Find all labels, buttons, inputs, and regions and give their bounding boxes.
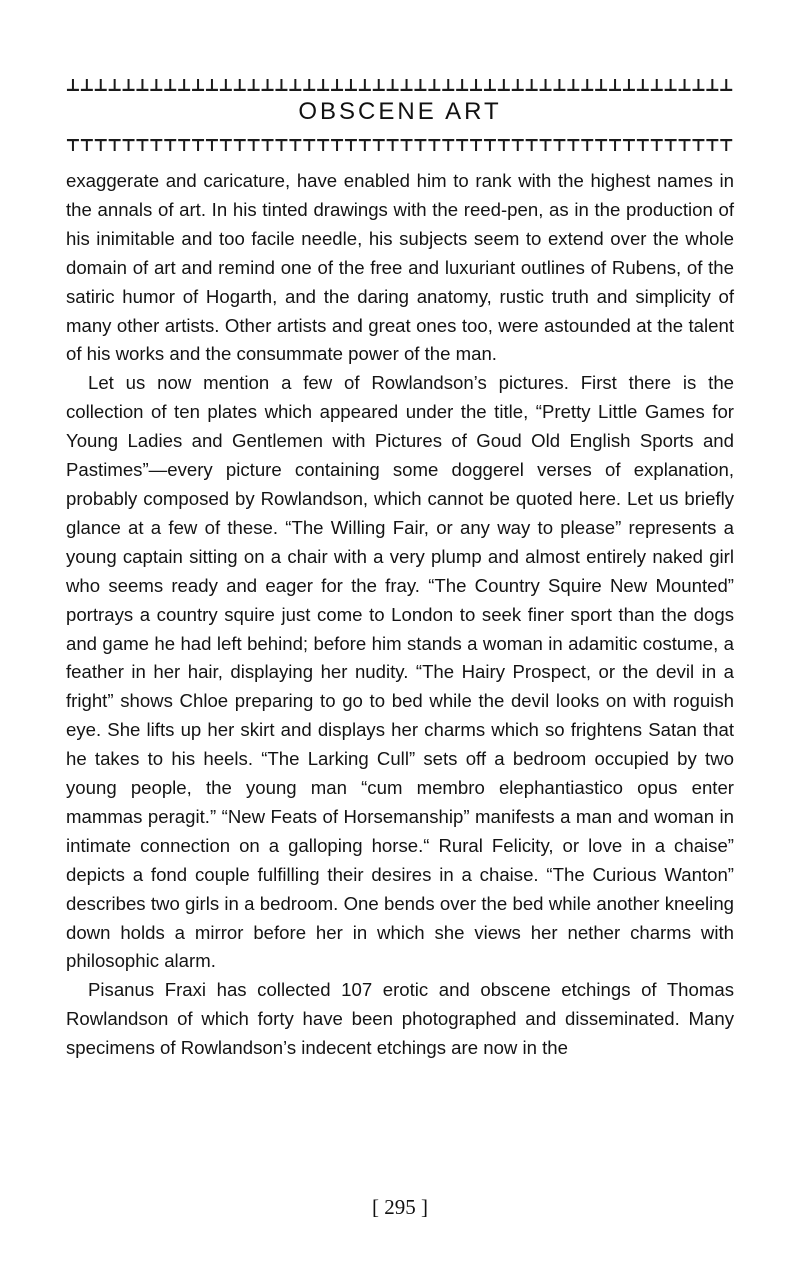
- ornament-glyph: [303, 79, 315, 91]
- ornament-glyph: [679, 79, 691, 91]
- ornament-glyph: [581, 79, 593, 91]
- ornament-glyph: [428, 139, 440, 151]
- ornament-glyph: [67, 79, 79, 91]
- ornament-glyph: [234, 79, 246, 91]
- ornament-glyph: [456, 79, 468, 91]
- ornament-glyph: [123, 79, 135, 91]
- ornament-glyph: [442, 79, 454, 91]
- ornament-glyph: [95, 79, 107, 91]
- ornament-glyph: [401, 139, 413, 151]
- ornament-glyph: [581, 139, 593, 151]
- ornament-glyph: [692, 139, 704, 151]
- ornament-glyph: [262, 79, 274, 91]
- ornament-glyph: [567, 139, 579, 151]
- ornament-glyph: [679, 139, 691, 151]
- ornament-glyph: [442, 139, 454, 151]
- ornament-glyph: [498, 79, 510, 91]
- ornament-glyph: [359, 139, 371, 151]
- ornament-glyph: [540, 139, 552, 151]
- ornament-glyph: [220, 139, 232, 151]
- ornament-glyph: [387, 139, 399, 151]
- ornament-glyph: [81, 139, 93, 151]
- ornament-glyph: [192, 79, 204, 91]
- ornament-glyph: [637, 139, 649, 151]
- ornament-glyph: [345, 79, 357, 91]
- paragraph-continuation: exaggerate and caricature, have enabled him to rank with the highest names in the annals of art. In his tinted drawings with the reed-pen, as in the production of his inimitable and too facile needle, his subjects seem to extend over the whole domain of art and remind one of the free and luxuriant outlines of Rubens, of the satiric humor of Hogarth, and the daring anatomy, rustic truth and simplicity of many other artists. Other artists and great ones too, were astounded at the talent of his works and the consummate power of the man.: [66, 170, 734, 365]
- ornament-glyph: [609, 139, 621, 151]
- paragraph-rowlandson-pictures: Let us now mention a few of Rowlandson’s pictures. First there is the collection of ten plates which appeared under the title, “Pretty Little Games for Young Ladies and Gentlemen with Pictures of Goud Old English Sports and Pastimes”—every picture containing some doggerel verses of explanation, probably composed by Rowlandson, which cannot be quoted here. Let us briefly glance at a few of these. “The Willing Fair, or any way to please” represents a young captain sitting on a chair with a very plump and almost entirely naked girl who seems ready and eager for the fray. “The Country Squire New Mounted” portrays a country squire just come to London to seek finer sport than the dogs and game he had left behind; before him stands a woman in adamitic costume, a feather in her hair, displaying her nudity. “The Hairy Prospect, or the devil in a fright” shows Chloe preparing to go to bed while the devil looks on with roguish eye. She lifts up her skirt and displays her charms which so frightens Satan that he takes to his heels. “The Larking Cull” sets off a bedroom occupied by two young people, the young man “cum membro elephantiastico opus enter mammas peragit.” “New Feats of Horsemanship” manifests a man and woman in intimate connection on a galloping horse.“ Rural Felicity, or love in a chaise” depicts a fond couple fulfilling their desires in a chaise. “The Curious Wanton” describes two girls in a bedroom. One bends over the bed while another kneeling down holds a mirror before her in which she views her nether charms with philosophic alarm.: [66, 372, 734, 972]
- ornament-glyph: [484, 139, 496, 151]
- ornament-glyph: [67, 139, 79, 151]
- ornament-glyph: [706, 139, 718, 151]
- ornament-glyph: [553, 79, 565, 91]
- ornament-glyph: [387, 79, 399, 91]
- ornament-glyph: [248, 139, 260, 151]
- body-text: [66, 167, 734, 1063]
- ornament-glyph: [720, 79, 732, 91]
- ornament-glyph: [665, 139, 677, 151]
- ornament-glyph: [512, 79, 524, 91]
- ornament-glyph: [289, 79, 301, 91]
- ornament-glyph: [553, 139, 565, 151]
- ornament-glyph: [275, 139, 287, 151]
- ornament-glyph: [109, 79, 121, 91]
- ornament-glyph: [692, 79, 704, 91]
- page-number: [ 295 ]: [372, 1195, 428, 1219]
- ornament-glyph: [401, 79, 413, 91]
- ornament-glyph: [109, 139, 121, 151]
- ornament-glyph: [526, 139, 538, 151]
- paragraph-pisanus-fraxi: Pisanus Fraxi has collected 107 erotic and obscene etchings of Thomas Rowlandson of which forty have been photographed and disseminated. Many specimens of Rowlandson’s indecent etchings are now in the: [66, 979, 734, 1059]
- ornament-glyph: [373, 79, 385, 91]
- ornament-glyph: [484, 79, 496, 91]
- ornament-glyph: [331, 139, 343, 151]
- ornament-glyph: [373, 139, 385, 151]
- ornament-glyph: [178, 79, 190, 91]
- ornament-glyph: [150, 139, 162, 151]
- ornament-glyph: [95, 139, 107, 151]
- ornament-glyph: [595, 139, 607, 151]
- running-head-title: OBSCENE ART: [298, 98, 502, 125]
- ornament-glyph: [303, 139, 315, 151]
- ornament-glyph: [470, 79, 482, 91]
- ornament-glyph: [192, 139, 204, 151]
- ornament-glyph: [136, 79, 148, 91]
- ornament-glyph: [81, 79, 93, 91]
- ornament-glyph: [317, 139, 329, 151]
- ornament-glyph: [595, 79, 607, 91]
- ornament-glyph: [456, 139, 468, 151]
- ornament-glyph: [706, 79, 718, 91]
- ornament-glyph: [123, 139, 135, 151]
- bottom-ornament-rule: [66, 138, 734, 152]
- ornament-glyph: [498, 139, 510, 151]
- ornament-glyph: [248, 79, 260, 91]
- ornament-glyph: [651, 139, 663, 151]
- ornament-glyph: [665, 79, 677, 91]
- ornament-glyph: [150, 79, 162, 91]
- ornament-glyph: [609, 79, 621, 91]
- top-ornament-rule: [66, 78, 734, 92]
- ornament-glyph: [512, 139, 524, 151]
- ornament-glyph: [262, 139, 274, 151]
- ornament-glyph: [637, 79, 649, 91]
- ornament-glyph: [220, 79, 232, 91]
- ornament-glyph: [720, 139, 732, 151]
- ornament-glyph: [359, 79, 371, 91]
- ornament-glyph: [206, 139, 218, 151]
- ornament-glyph: [136, 139, 148, 151]
- ornament-glyph: [178, 139, 190, 151]
- ornament-glyph: [623, 139, 635, 151]
- ornament-glyph: [164, 139, 176, 151]
- ornament-glyph: [317, 79, 329, 91]
- ornament-glyph: [289, 139, 301, 151]
- ornament-glyph: [651, 79, 663, 91]
- ornament-glyph: [567, 79, 579, 91]
- ornament-glyph: [234, 139, 246, 151]
- ornament-glyph: [526, 79, 538, 91]
- ornament-glyph: [414, 139, 426, 151]
- ornament-glyph: [623, 79, 635, 91]
- ornament-glyph: [164, 79, 176, 91]
- ornament-glyph: [470, 139, 482, 151]
- ornament-glyph: [275, 79, 287, 91]
- ornament-glyph: [345, 139, 357, 151]
- ornament-glyph: [331, 79, 343, 91]
- ornament-glyph: [206, 79, 218, 91]
- ornament-glyph: [540, 79, 552, 91]
- ornament-glyph: [428, 79, 440, 91]
- ornament-glyph: [414, 79, 426, 91]
